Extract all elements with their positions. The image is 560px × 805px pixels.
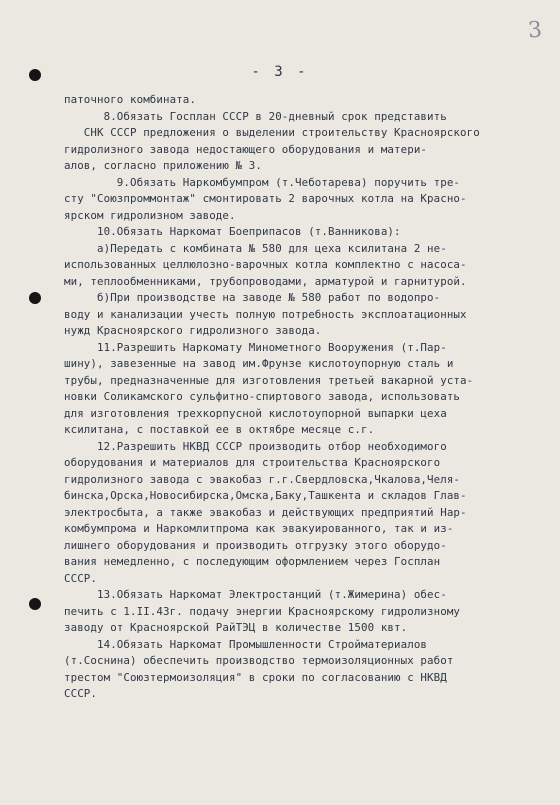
- text-line: (т.Соснина) обеспечить производство термоизоляционных работ: [64, 654, 454, 667]
- text-line: печить с 1.II.43г. подачу энергии Красноярскому гидролизному: [64, 604, 461, 618]
- punch-hole: [29, 292, 41, 304]
- text-line: паточного комбината.: [64, 93, 197, 106]
- text-line: трестом "Союзтермоизоляция" в сроки по согласованию с НКВД: [64, 670, 447, 684]
- text-line: СССР.: [64, 571, 98, 585]
- text-line: для изготовления трехкорпусной кислотоупорной выпарки цеха: [64, 406, 447, 420]
- text-line: 11.Разрешить Наркомату Минометного Вооружения (т.Пар-: [64, 340, 447, 354]
- text-line: использованных целлюлозно-варочных котла комплектно с насоса-: [64, 258, 467, 271]
- text-line: новки Соликамского сульфитно-спиртового завода, использовать: [64, 390, 461, 403]
- text-line: трубы, предназначенные для изготовления третьей вакарной уста-: [64, 373, 474, 387]
- text-line: а)Передать с комбината № 580 для цеха ксилитана 2 не-: [64, 241, 447, 255]
- text-line: оборудования и материалов для строительства Красноярского: [64, 456, 441, 469]
- text-line: вания немедленно, с последующим оформлением через Госплан: [64, 555, 441, 568]
- text-line: заводу от Красноярской РайТЭЦ в количестве 1500 квт.: [64, 621, 408, 634]
- text-line: 9.Обязать Наркомбумпром (т.Чеботарева) поручить тре-: [64, 175, 461, 189]
- text-line: СССР.: [64, 687, 98, 700]
- text-line: лишнего оборудования и производить отгрузку этого оборудо-: [64, 538, 447, 552]
- page-header: - 3 -: [251, 64, 309, 80]
- text-line: ярском гидролизном заводе.: [64, 208, 236, 222]
- text-line: 8.Обязать Госплан СССР в 20-дневный срок представить: [64, 109, 447, 123]
- text-line: электросбыта, а также эвакобаз и действующих предприятий Нар-: [64, 505, 467, 519]
- handwritten-page-number: 3: [527, 17, 543, 44]
- text-line: СНК СССР предложения о выделении строительству Красноярского: [64, 126, 480, 139]
- text-line: 10.Обязать Наркомат Боеприпасов (т.Ванникова):: [64, 225, 401, 238]
- text-line: 12.Разрешить НКВД СССР производить отбор необходимого: [64, 439, 447, 453]
- text-line: алов, согласно приложению № 3.: [64, 159, 263, 172]
- text-line: ми, теплообменниками, трубопроводами, арматурой и гарнитурой.: [64, 274, 467, 288]
- text-line: комбумпрома и Наркомлитпрома как эвакуированного, так и из-: [64, 522, 454, 535]
- text-line: воду и канализации учесть полную потребность эксплоатационных: [64, 307, 467, 321]
- text-line: сту "Союзпроммонтаж" смонтировать 2 варочных котла на Красно-: [64, 192, 467, 205]
- text-line: гидролизного завода с эвакобаз г.г.Свердловска,Чкалова,Челя-: [64, 472, 461, 486]
- text-line: гидролизного завода недостающего оборудования и матери-: [64, 142, 428, 156]
- text-line: шину), завезенные на завод им.Фрунзе кислотоупорную сталь и: [64, 357, 454, 370]
- text-line: 13.Обязать Наркомат Электростанций (т.Жимерина) обес-: [64, 588, 447, 601]
- punch-hole: [29, 598, 41, 610]
- text-line: ксилитана, с поставкой ее в октябре месяце с.г.: [64, 423, 375, 436]
- text-line: 14.Обязать Наркомат Промышленности Стройматериалов: [64, 637, 428, 651]
- text-line: бинска,Орска,Новосибирска,Омска,Баку,Ташкента и складов Глав-: [64, 489, 467, 502]
- document-body: [64, 92, 544, 703]
- text-line: нужд Красноярского гидролизного завода.: [64, 324, 322, 337]
- text-line: б)При производстве на заводе № 580 работ по водопро-: [64, 291, 441, 304]
